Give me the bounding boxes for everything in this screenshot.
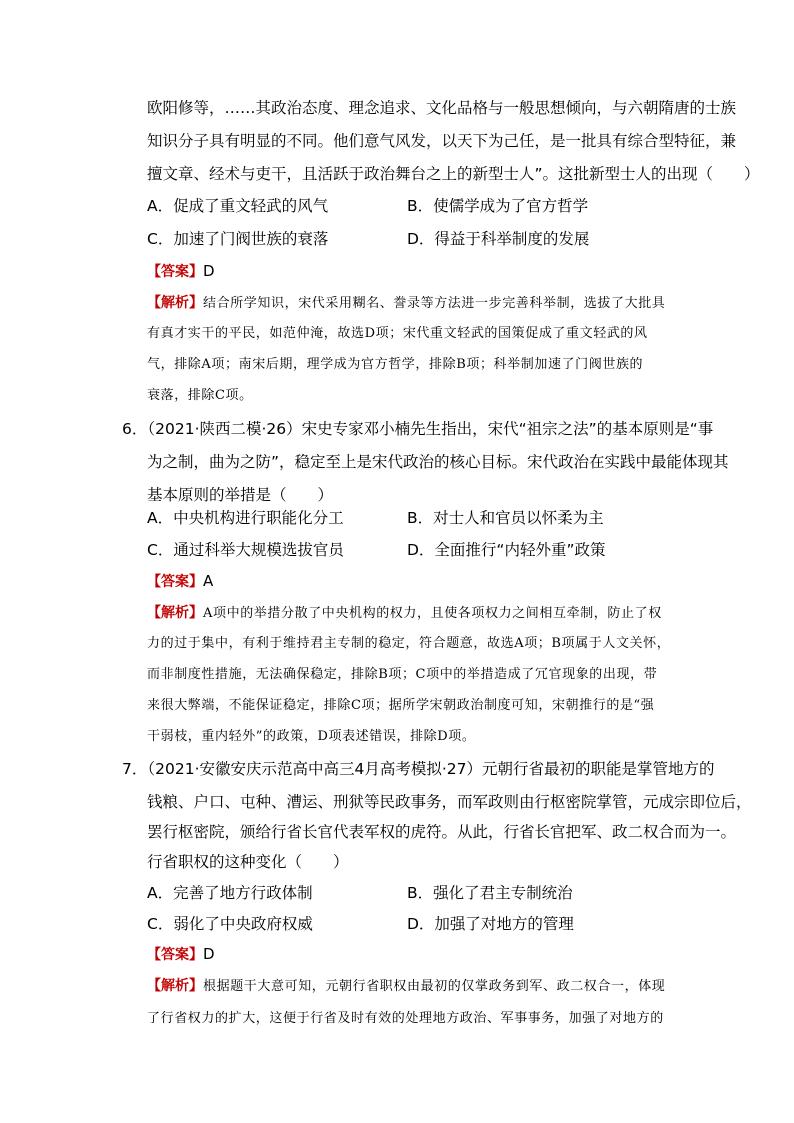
q7-analysis-line: 了行省权力的扩大，这便于行省及时有效的处理地方政治、军事事务，加强了对地方的 [147,1011,664,1026]
q5-analysis-line: 气，排除A项；南宋后期，理学成为官方哲学，排除B项；科举制加速了门阀世族的 [147,357,644,372]
q5-option-d: D．得益于科举制度的发展 [407,230,590,248]
q7-stem-line: 罢行枢密院，颁给行省长官代表军权的虎符。从此，行省长官把军、政二权合而为一。 [147,823,737,841]
q7-stem-line: 行省职权的这种变化（ ） [147,853,349,871]
q6-stem-line: 基本原则的举措是（ ） [147,486,334,504]
analysis-tag: 【解析】 [147,605,203,621]
q6-option-d: D．全面推行“内轻外重”政策 [407,541,606,559]
q5-option-b: B．使儒学成为了官方哲学 [407,197,589,215]
q5-answer [147,261,215,282]
q6-stem-line: 为之制，曲为之防”，稳定至上是宋代政治的核心目标。宋代政治在实践中最能体现其 [147,453,729,471]
q6-analysis-line: 干弱枝，重内轻外”的政策，D项表述错误，排除D项。 [147,729,476,744]
q6-stem-line [122,419,713,439]
q6-answer [147,571,213,592]
q5-analysis-line: 有真才实干的平民，如范仲淹，故选D项；宋代重文轻武的国策促成了重文轻武的风 [147,326,648,341]
analysis-text: 结合所学知识，宋代采用糊名、誊录等方法进一步完善科举制，选拔了大批具 [203,296,666,311]
analysis-tag: 【解析】 [147,295,203,311]
q5-stem-line: 擅文章、经术与吏干，且活跃于政治舞台之上的新型士人”。这批新型士人的出现（ ） [147,165,760,183]
q7-answer [147,944,215,965]
q7-option-d: D．加强了对地方的管理 [407,915,574,933]
q5-option-a: A．促成了重文轻武的风气 [147,197,329,215]
q7-analysis-line [147,976,665,997]
q5-analysis-line [147,293,665,314]
answer-value: A [203,572,214,590]
q5-stem-line: 欧阳修等，……其政治态度、理念追求、文化品格与一般思想倾向，与六朝隋唐的士族 [147,99,737,117]
q5-option-c: C．加速了门阀世族的衰落 [147,230,329,248]
q6-option-c: C．通过科举大规模选拔官员 [147,541,344,559]
question-number: 7． [122,760,148,778]
q5-analysis-line: 衰落，排除C项。 [147,388,253,403]
q7-option-c: C．弱化了中央政府权威 [147,915,313,933]
q6-option-b: B．对士人和官员以怀柔为主 [407,509,604,527]
analysis-text: 根据题干大意可知，元朝行省职权由最初的仅掌政务到军、政二权合一，体现 [203,979,666,994]
question-number: 6． [122,420,148,438]
q5-stem-line: 知识分子具有明显的不同。他们意气风发，以天下为己任，是一批具有综合型特征，兼 [147,132,737,150]
analysis-text: A项中的举措分散了中央机构的权力，且使各项权力之间相互牵制，防止了权 [203,606,662,621]
question-stem-text: （2021·陕西二模·26）宋史专家邓小楠先生指出，宋代“祖宗之法”的基本原则是“事 [147,420,714,438]
q7-option-b: B．强化了君主专制统治 [407,884,573,902]
q6-analysis-line: 力的过于集中，有利于维持君主专制的稳定，符合题意，故选A项；B项属于人文关怀， [147,636,671,651]
answer-tag: 【答案】 [147,264,203,280]
analysis-tag: 【解析】 [147,978,203,994]
answer-value: D [203,262,215,280]
q6-analysis-line [147,603,662,624]
answer-tag: 【答案】 [147,574,203,590]
q6-option-a: A．中央机构进行职能化分工 [147,509,344,527]
q7-option-a: A．完善了地方行政体制 [147,884,313,902]
q6-analysis-line: 来很大弊端，不能保证稳定，排除C项；据所学宋朝政治制度可知，宋朝推行的是“强 [147,698,655,713]
answer-tag: 【答案】 [147,947,203,963]
q7-stem-line [122,759,715,779]
q6-analysis-line: 而非制度性措施，无法确保稳定，排除B项；C项中的举措造成了冗官现象的出现，带 [147,667,658,682]
question-stem-text: （2021·安徽安庆示范高中高三4月高考模拟·27）元朝行省最初的职能是掌管地方的 [147,760,715,778]
q7-stem-line: 钱粮、户口、屯种、漕运、刑狱等民政事务，而军政则由行枢密院掌管，元成宗即位后， [147,793,752,811]
answer-value: D [203,945,215,963]
